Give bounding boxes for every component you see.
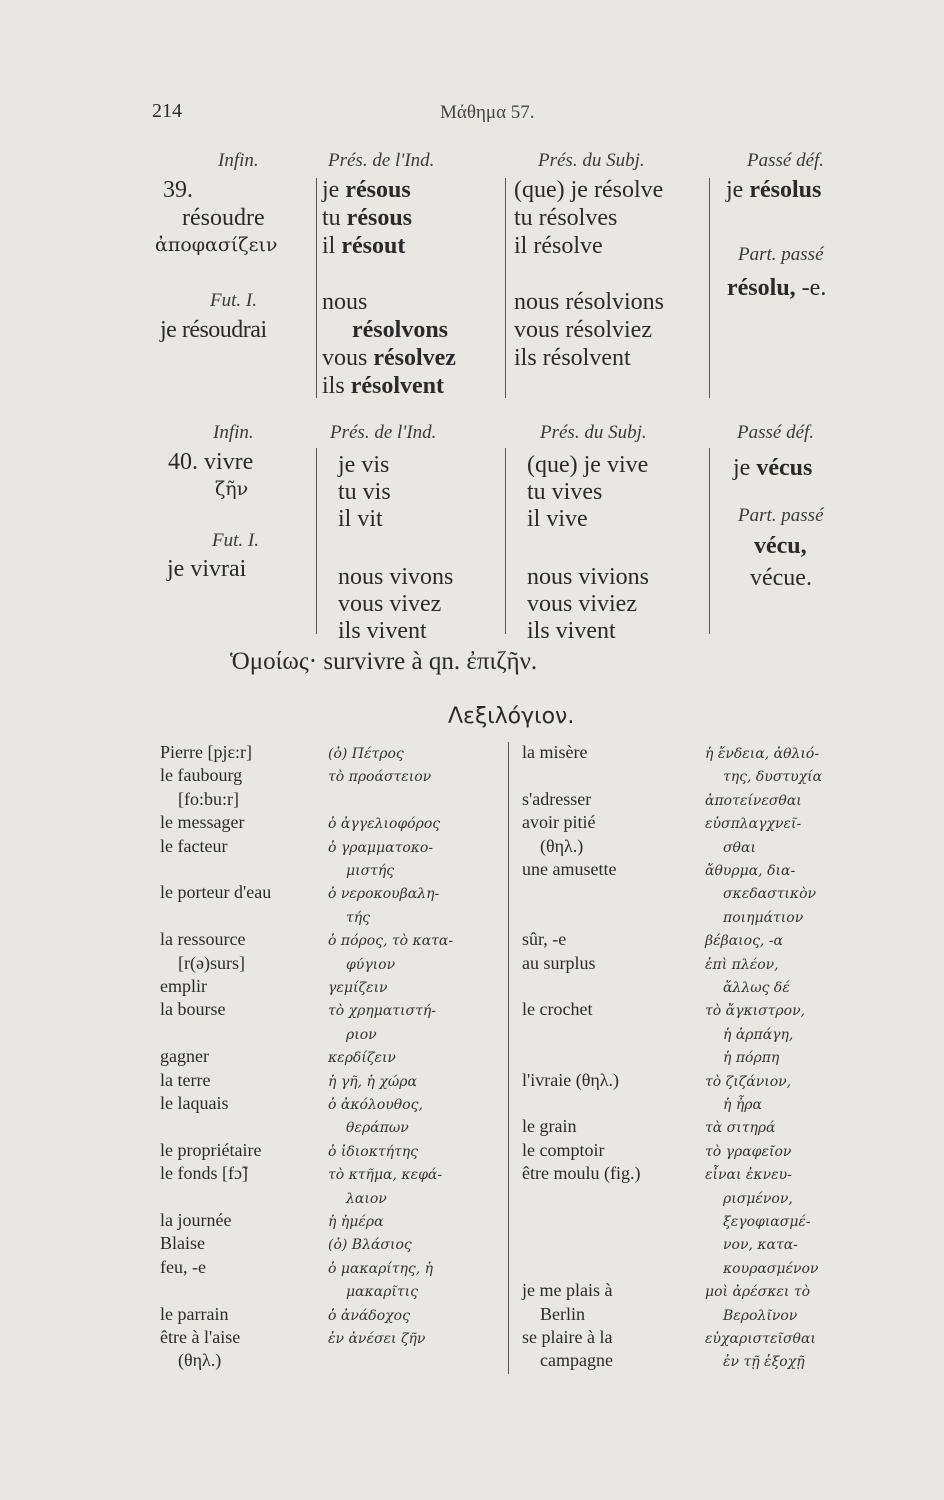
vocab-greek: ὁ ἀνάδοχος <box>328 1307 410 1324</box>
vocab-greek: βέβαιος, -α <box>705 933 783 950</box>
vocab-french: se plaire à la <box>522 1327 613 1347</box>
header-pres-subj: Prés. du Subj. <box>538 150 645 171</box>
verb-form: vous résolvez <box>322 345 456 371</box>
vocab-french: le porteur d'eau <box>160 882 272 903</box>
vocab-greek: ἡ ἡμέρα <box>328 1214 384 1230</box>
vocab-greek: κερδίζειν <box>328 1050 396 1067</box>
verb-form: nous vivons <box>338 564 454 590</box>
vocab-greek: ὁ ἀκόλουθος, <box>328 1097 423 1113</box>
verb-form: je résous <box>322 177 411 203</box>
header-infin: Infin. <box>218 150 259 171</box>
header-passe-def: Passé déf. <box>737 422 815 443</box>
verb-number: 39. <box>163 177 193 203</box>
vocab-greek: τὸ κτῆμα, κεφά- <box>328 1167 443 1184</box>
passe-defini: je résolus <box>726 177 822 203</box>
vocab-greek: τής <box>346 909 370 926</box>
header-part-passe: Part. passé <box>738 244 824 265</box>
vocab-greek: ὁ πόρος, τὸ κατα- <box>328 933 454 950</box>
verb-form: tu résous <box>322 205 413 231</box>
vocab-french: je me plais à <box>522 1280 613 1301</box>
vocab-greek: τὸ γραφεῖον <box>705 1143 792 1160</box>
header-fut: Fut. I. <box>212 530 259 551</box>
vocab-greek: ξεγοφιασμέ- <box>723 1214 811 1230</box>
column-divider <box>709 448 710 634</box>
vocab-french: s'adresser <box>522 788 592 809</box>
verb-future: je vivrai <box>167 556 247 582</box>
verb-form: (que) je résolve <box>514 177 664 203</box>
verb-form: ils vivent <box>338 618 427 644</box>
column-divider <box>316 448 317 634</box>
vocab-french: campagne <box>540 1350 613 1371</box>
vocab-greek: τὸ ἄγκιστρον, <box>705 1003 806 1020</box>
vocab-french: la terre <box>160 1069 211 1090</box>
similarly-note: Ὁμοίως· survivre à qn. ἐπιζῆν. <box>230 648 538 675</box>
vocab-greek: ἄθυρμα, δια- <box>705 863 796 879</box>
vocab-french: le messager <box>160 812 245 833</box>
verb-form: je vis <box>338 452 390 478</box>
vocab-french: l'ivraie (θηλ.) <box>522 1069 619 1090</box>
header-pres-ind: Prés. de l'Ind. <box>330 422 437 443</box>
vocab-greek: εὐχαριστεῖσθαι <box>705 1331 816 1347</box>
vocab-greek: ὁ γραμματοκο- <box>328 839 434 856</box>
vocabulary-title: Λεξιλόγιον. <box>448 704 575 729</box>
verb-form: nous <box>322 289 368 315</box>
vocab-french: une amusette <box>522 859 617 879</box>
verb-number-infinitive: 40. vivre <box>168 449 254 475</box>
vocab-greek: ὁ ἀγγελιοφόρος <box>328 816 441 833</box>
vocab-greek: ποιημάτιον <box>723 909 804 926</box>
vocab-french: être moulu (fig.) <box>522 1163 641 1184</box>
participle-fem: vécue. <box>750 565 812 591</box>
verb-form: il résolve <box>514 233 603 259</box>
vocab-greek: τὸ χρηματιστή- <box>328 1003 436 1020</box>
vocab-greek: ὁ μακαρίτης, ἡ <box>328 1260 434 1277</box>
vocab-greek: ριον <box>346 1026 377 1043</box>
vocab-french: (θηλ.) <box>178 1350 222 1371</box>
vocab-french: la bourse <box>160 999 226 1020</box>
passe-defini: je vécus <box>733 455 813 481</box>
header-fut: Fut. I. <box>210 290 257 311</box>
vocab-french: la ressource <box>160 929 246 950</box>
running-title: Μάθημα 57. <box>440 102 535 123</box>
vocab-greek: ὁ νεροκουβαλη- <box>328 886 440 903</box>
vocab-greek: ἡ ἦρα <box>723 1097 762 1113</box>
verb-greek: ζῆν <box>215 478 249 500</box>
vocab-greek: τὰ σιτηρά <box>705 1120 776 1137</box>
verb-form: résolvons <box>352 317 448 343</box>
vocab-french: la journée <box>160 1210 232 1230</box>
verb-form: tu vis <box>338 479 391 505</box>
vocab-french: sûr, -e <box>522 929 567 950</box>
vocab-greek: ἡ ἁρπάγη, <box>723 1026 794 1043</box>
vocab-french: la misère <box>522 742 588 762</box>
vocab-french: [fo:bu:r] <box>178 788 239 809</box>
vocab-french: [r(ə)surs] <box>178 952 245 973</box>
vocab-greek: ἀποτείνεσθαι <box>705 792 802 809</box>
vocab-greek: σκεδαστικὸν <box>723 886 817 903</box>
verb-form: il résout <box>322 233 406 259</box>
vocab-greek: ἡ πόρπη <box>723 1050 780 1067</box>
vocab-greek: σθαι <box>723 839 756 856</box>
vocab-greek: ἡ ἔνδεια, ἀθλιό- <box>705 746 820 762</box>
column-divider <box>505 178 506 398</box>
verb-form: vous vivez <box>338 591 442 617</box>
vocab-french: le comptoir <box>522 1139 605 1160</box>
vocab-greek: ἡ γῆ, ἡ χώρα <box>328 1073 417 1090</box>
vocab-greek: ἄλλως δέ <box>723 980 790 996</box>
vocab-greek: ὁ ἰδιοκτήτης <box>328 1143 419 1160</box>
vocab-french: Pierre [pjɛ:r] <box>160 742 253 762</box>
header-infin: Infin. <box>213 422 254 443</box>
vocab-greek: της, δυστυχία <box>723 769 823 786</box>
verb-form: il vit <box>338 506 383 532</box>
page-number: 214 <box>152 100 182 122</box>
column-divider <box>508 742 509 1374</box>
vocab-greek: (ὁ) Πέτρος <box>328 746 404 762</box>
verb-form: nous résolvions <box>514 289 664 315</box>
verb-form: ils résolvent <box>514 345 631 371</box>
vocab-greek: θεράπων <box>346 1120 409 1137</box>
vocab-greek: τὸ προάστειον <box>328 769 432 786</box>
vocab-greek: ἐν ἀνέσει ζῆν <box>328 1331 426 1347</box>
vocab-greek: (ὁ) Βλάσιος <box>328 1237 412 1254</box>
verb-future: je résoudrai <box>160 317 267 343</box>
vocab-french: le faubourg <box>160 765 243 786</box>
vocab-french: au surplus <box>522 952 596 973</box>
vocab-greek: γεμίζειν <box>328 980 388 996</box>
vocab-greek: μοὶ ἀρέσκει τὸ <box>705 1284 811 1301</box>
column-divider <box>505 448 506 634</box>
verb-greek: ἀποφασίζειν <box>155 234 278 256</box>
vocab-french: le grain <box>522 1116 577 1137</box>
header-pres-ind: Prés. de l'Ind. <box>328 150 435 171</box>
vocab-french: le fonds [fɔ̃] <box>160 1163 248 1184</box>
vocab-french: être à l'aise <box>160 1327 241 1347</box>
verb-form: ils vivent <box>527 618 616 644</box>
verb-form: vous résolviez <box>514 317 652 343</box>
vocab-french: Blaise <box>160 1233 205 1254</box>
verb-form: tu résolves <box>514 205 618 231</box>
verb-form: tu vives <box>527 479 603 505</box>
participle: résolu, -e. <box>727 275 827 301</box>
vocab-french: le crochet <box>522 999 593 1020</box>
column-divider <box>316 178 317 398</box>
vocab-greek: μιστής <box>346 863 395 879</box>
vocab-french: Berlin <box>540 1303 585 1324</box>
vocab-greek: ἐν τῇ ἐξοχῇ <box>723 1354 805 1371</box>
vocab-greek: κουρασμένον <box>723 1260 819 1277</box>
header-pres-subj: Prés. du Subj. <box>540 422 647 443</box>
vocab-greek: ρισμένον, <box>723 1190 793 1207</box>
vocab-french: gagner <box>160 1046 209 1067</box>
column-divider <box>709 178 710 398</box>
vocab-french: le parrain <box>160 1303 229 1324</box>
vocab-french: emplir <box>160 976 207 996</box>
verb-form: il vive <box>527 506 588 532</box>
vocab-greek: Βερολῖνον <box>723 1307 798 1324</box>
vocab-french: le facteur <box>160 835 228 856</box>
verb-form: ils résolvent <box>322 373 444 399</box>
participle-masc: vécu, <box>754 533 807 559</box>
verb-form: vous viviez <box>527 591 637 617</box>
verb-form: nous vivions <box>527 564 650 590</box>
vocab-greek: λαιον <box>346 1190 387 1207</box>
vocab-greek: φύγιον <box>346 956 396 973</box>
vocab-greek: νον, κατα- <box>723 1237 798 1254</box>
vocab-greek: εὐσπλαγχνεῖ- <box>705 816 802 833</box>
header-part-passe: Part. passé <box>738 505 824 526</box>
vocab-greek: ἐπὶ πλέον, <box>705 956 779 973</box>
vocab-french: feu, -e <box>160 1256 206 1277</box>
verb-form: (que) je vive <box>527 452 649 478</box>
vocab-french: le propriétaire <box>160 1139 262 1160</box>
verb-infinitive: résoudre <box>182 205 265 231</box>
header-passe-def: Passé déf. <box>747 150 825 171</box>
vocab-greek: εἶναι ἐκνευ- <box>705 1167 792 1184</box>
vocab-french: le laquais <box>160 1093 229 1113</box>
vocab-greek: μακαρῖτις <box>346 1284 418 1301</box>
vocab-greek: τὸ ζιζάνιον, <box>705 1073 792 1090</box>
vocab-french: (θηλ.) <box>540 835 584 856</box>
vocab-french: avoir pitié <box>522 812 596 833</box>
